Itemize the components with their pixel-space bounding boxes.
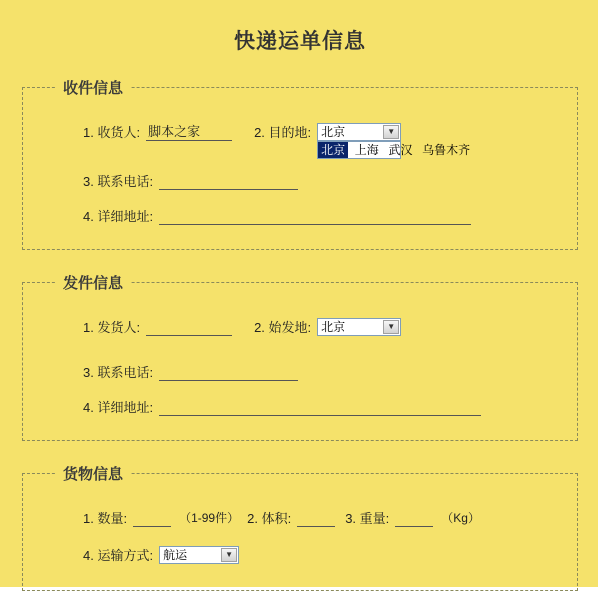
sender-address-row: [37, 397, 563, 416]
goods-quantity-note: （1-99件）: [179, 511, 240, 525]
goods-volume-label: 2. 体积:: [247, 511, 292, 526]
receiver-destination-options[interactable]: [317, 141, 471, 159]
sender-phone-input[interactable]: [159, 363, 298, 381]
goods-volume-input[interactable]: [297, 509, 335, 527]
receiver-name-label: 1. 收货人:: [83, 125, 141, 140]
sender-name-row: [37, 317, 563, 336]
section-sender: [22, 272, 578, 441]
section-receiver-legend: 收件信息: [63, 80, 124, 97]
receiver-destination-label: 2. 目的地:: [254, 125, 312, 140]
goods-transport-select[interactable]: [159, 546, 239, 564]
receiver-address-label: 4. 详细地址:: [83, 209, 154, 224]
goods-quantity-label: 1. 数量:: [83, 511, 128, 526]
goods-quantity-input[interactable]: [133, 509, 171, 527]
receiver-destination-combo[interactable]: [317, 123, 471, 157]
goods-weight-label: 3. 重量:: [345, 511, 390, 526]
goods-transport-combo[interactable]: [159, 546, 239, 564]
receiver-address-input[interactable]: [159, 207, 471, 225]
goods-transport-value: 航运: [163, 548, 188, 562]
sender-origin-select[interactable]: [317, 318, 401, 336]
receiver-phone-row: [37, 171, 563, 190]
chevron-down-icon[interactable]: ▼: [221, 548, 237, 562]
section-goods-legend: 货物信息: [63, 466, 124, 483]
sender-origin-combo[interactable]: [317, 318, 401, 336]
sender-name-input[interactable]: [146, 318, 232, 336]
sender-name-label: 1. 发货人:: [83, 320, 141, 335]
receiver-destination-option[interactable]: 上海: [354, 142, 379, 157]
receiver-name-row: [37, 122, 563, 157]
goods-transport-label: 4. 运输方式:: [83, 548, 154, 563]
receiver-destination-value: 北京: [321, 125, 346, 139]
sender-phone-label: 3. 联系电话:: [83, 365, 154, 380]
receiver-phone-input[interactable]: [159, 172, 298, 190]
goods-transport-row: [37, 545, 563, 564]
sender-address-label: 4. 详细地址:: [83, 400, 154, 415]
sender-address-input[interactable]: [159, 398, 481, 416]
receiver-destination-option[interactable]: 武汉: [388, 142, 413, 157]
receiver-phone-label: 3. 联系电话:: [83, 174, 154, 189]
sender-origin-value: 北京: [321, 320, 346, 334]
sender-phone-row: [37, 362, 563, 381]
section-receiver: [22, 77, 578, 250]
receiver-destination-option[interactable]: 北京: [318, 142, 348, 158]
sender-origin-label: 2. 始发地:: [254, 320, 312, 335]
receiver-address-row: [37, 206, 563, 225]
chevron-down-icon[interactable]: ▼: [383, 125, 399, 139]
receiver-destination-select[interactable]: [317, 123, 401, 141]
goods-measure-row: [37, 508, 563, 527]
section-goods: [22, 463, 578, 591]
chevron-down-icon[interactable]: ▼: [383, 320, 399, 334]
receiver-destination-option[interactable]: 乌鲁木齐: [422, 142, 471, 157]
receiver-name-input[interactable]: [146, 123, 232, 141]
goods-weight-input[interactable]: [395, 509, 433, 527]
section-sender-legend: 发件信息: [63, 275, 124, 292]
goods-weight-note: （Kg）: [441, 511, 480, 525]
page-title: 快递运单信息: [234, 30, 366, 53]
